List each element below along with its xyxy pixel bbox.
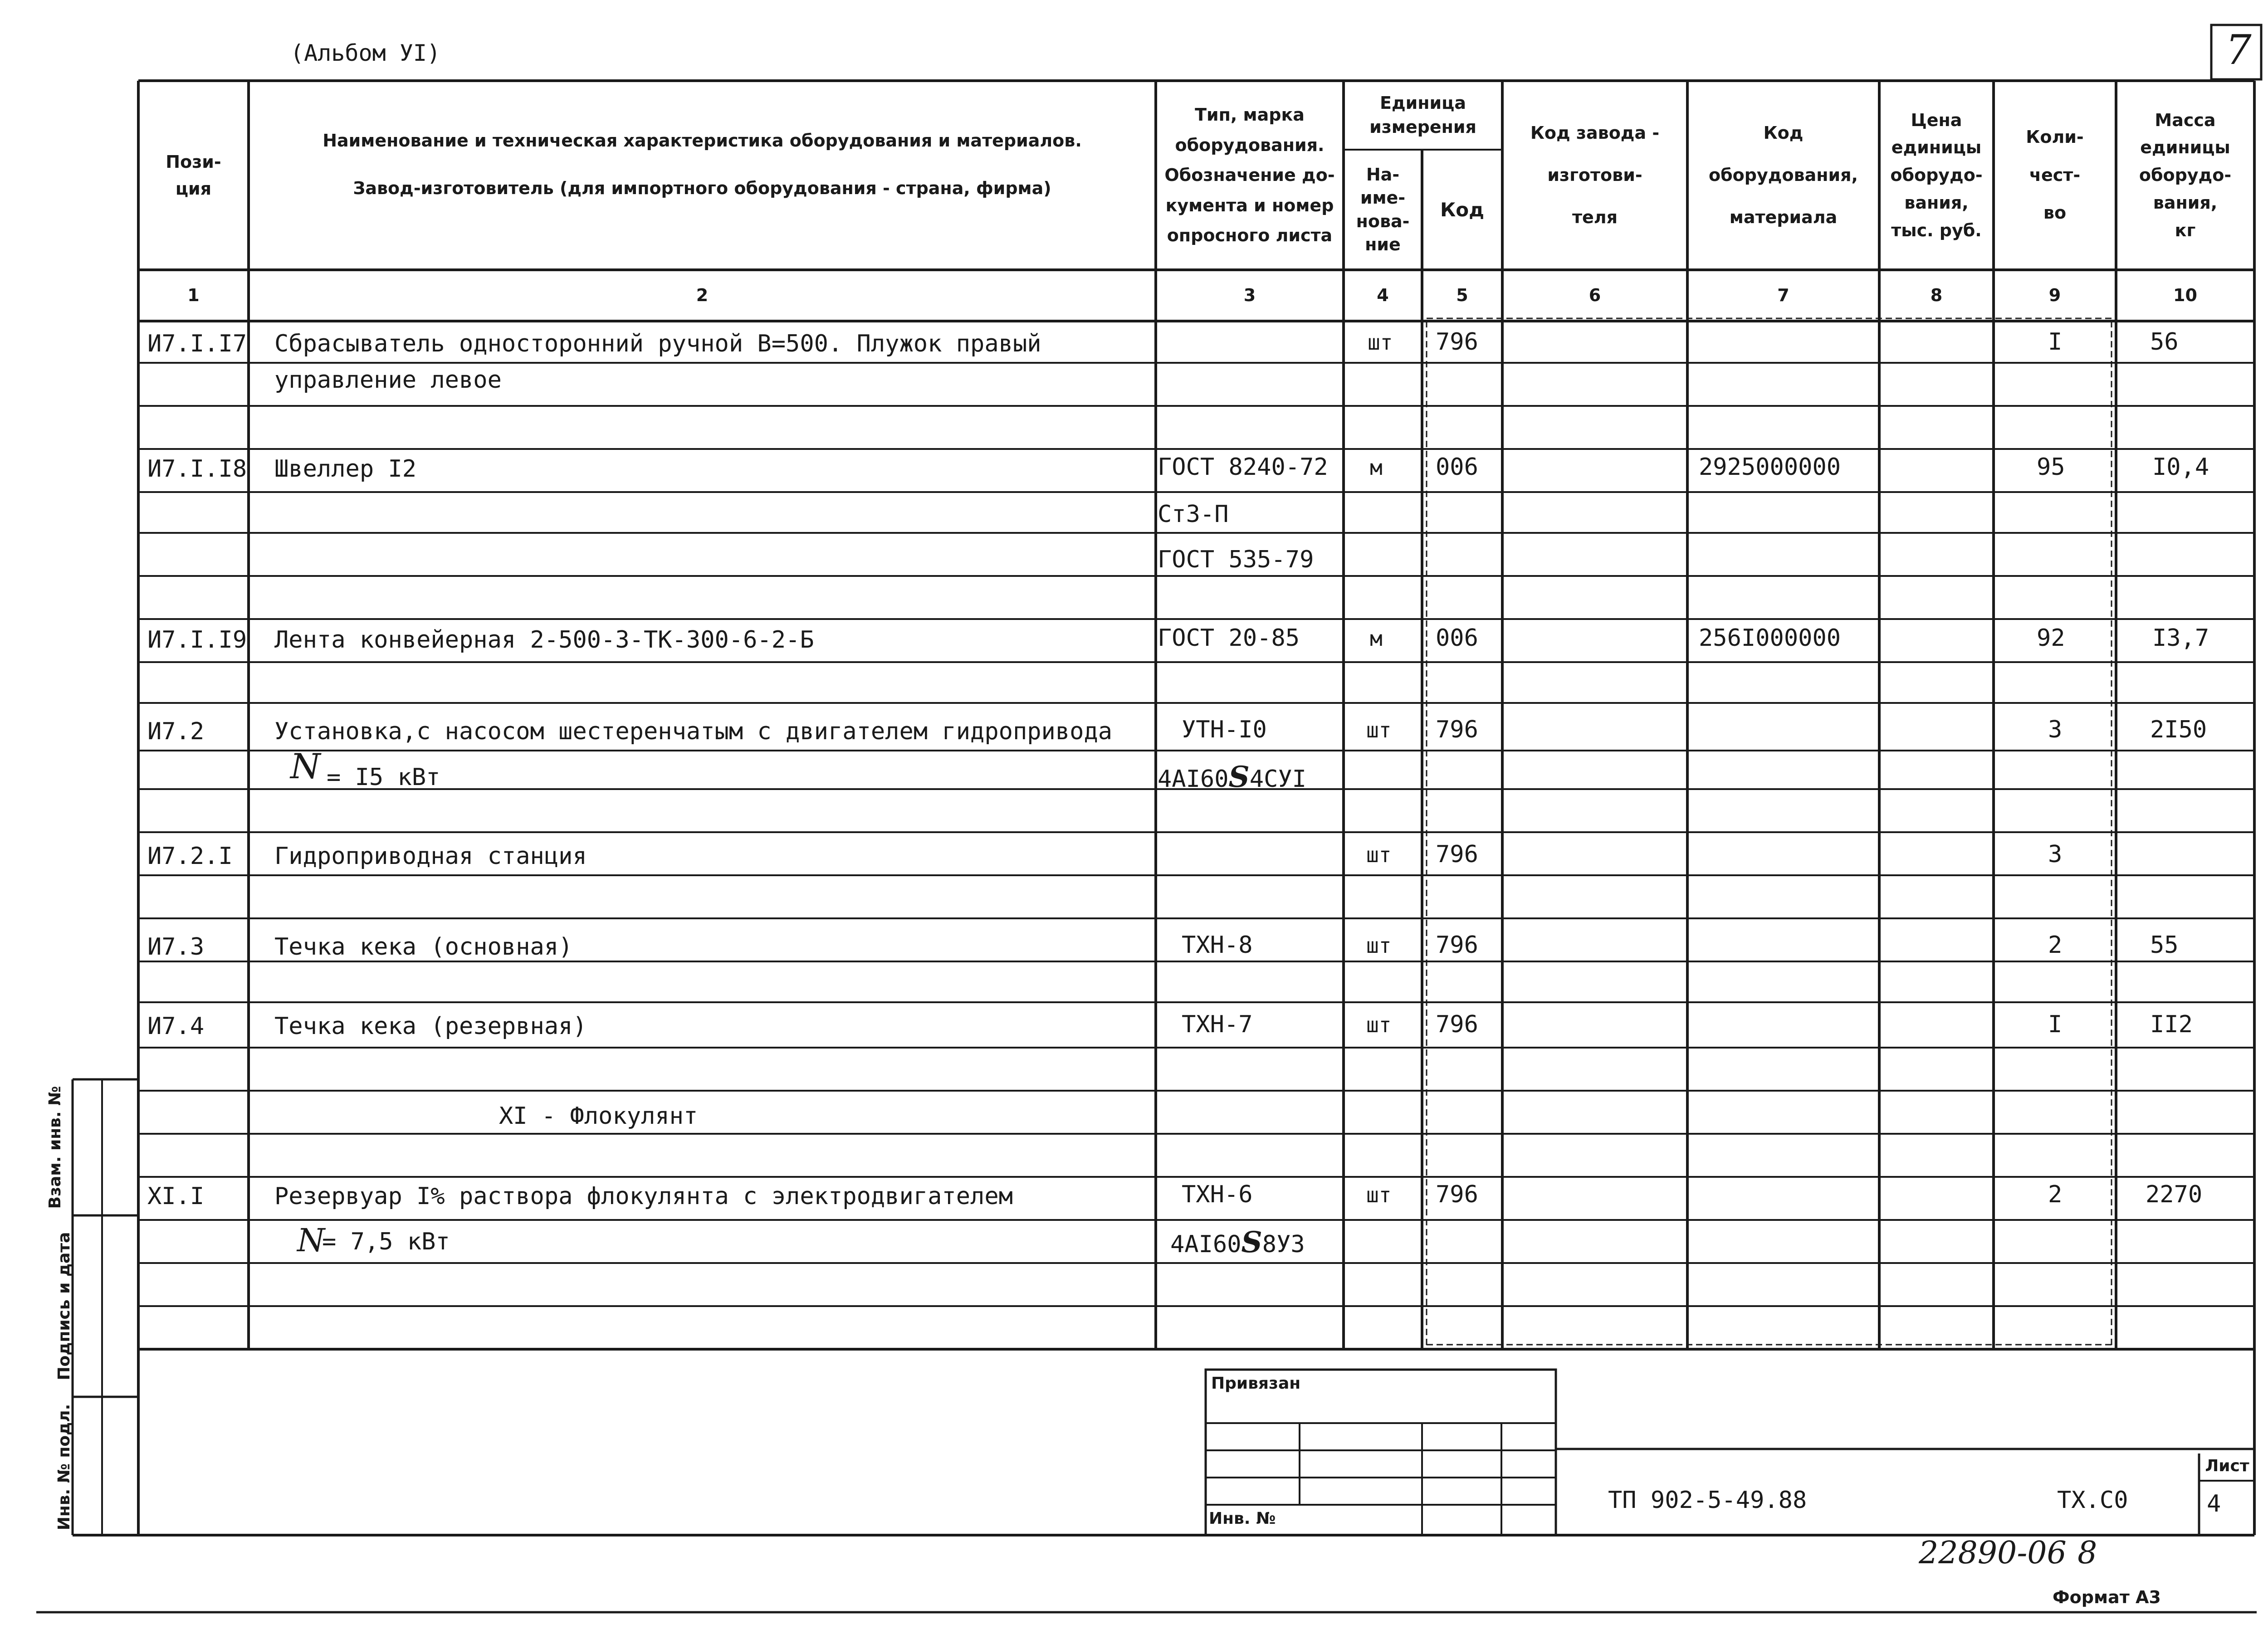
row-mass: 56 bbox=[2150, 328, 2179, 356]
row-position: XI.I bbox=[147, 1183, 205, 1210]
header-position: Пози- ция bbox=[166, 151, 221, 199]
row-mass: II2 bbox=[2150, 1011, 2193, 1038]
row-name: Гидроприводная станция bbox=[274, 843, 587, 870]
row-unit: м bbox=[1370, 455, 1383, 480]
header-factory-code: Код завода - изготови- теля bbox=[1530, 122, 1660, 228]
col-number: 4 bbox=[1377, 285, 1389, 306]
row-position: И7.I.I9 bbox=[147, 626, 247, 654]
row-type: ГОСТ 20-85 bbox=[1158, 624, 1300, 652]
privyazan-label: Привязан bbox=[1211, 1374, 1301, 1393]
row-quantity: 95 bbox=[2037, 454, 2065, 481]
header-unit-group: Единица измерения bbox=[1369, 93, 1476, 137]
power-symbol: N bbox=[290, 746, 321, 786]
side-stamp-podpis: Подпись и дата bbox=[55, 1232, 73, 1380]
row-mass: I3,7 bbox=[2152, 624, 2209, 652]
row-material-code: 256I000000 bbox=[1699, 624, 1841, 652]
row-unit-code: 796 bbox=[1436, 1181, 1478, 1208]
sheet-corner-number: 7 bbox=[2225, 26, 2252, 74]
row-position: И7.2.I bbox=[147, 843, 233, 870]
row-unit: шт bbox=[1366, 1013, 1392, 1037]
row-name: Установка,с насосом шестеренчатым с двигателем гидропривода bbox=[274, 718, 1113, 745]
row-quantity: 2 bbox=[2048, 1181, 2063, 1208]
row-mass: 55 bbox=[2150, 932, 2179, 959]
row-quantity: 3 bbox=[2048, 841, 2063, 868]
row-quantity: 3 bbox=[2048, 716, 2063, 743]
motor-code-suffix: 4СУI bbox=[1249, 766, 1306, 793]
row-mass: 2I50 bbox=[2150, 716, 2207, 743]
col-number: 2 bbox=[696, 285, 709, 306]
row-quantity: 2 bbox=[2048, 932, 2063, 959]
row-type: УТН-I0 bbox=[1182, 716, 1267, 743]
header-unit-name: На- име- нова- ние bbox=[1356, 164, 1410, 254]
row-unit: шт bbox=[1366, 933, 1392, 958]
row-unit-code: 796 bbox=[1436, 328, 1478, 356]
header-name-line1: Наименование и техническая характеристика оборудования и материалов. bbox=[323, 130, 1082, 151]
row-position: И7.3 bbox=[147, 933, 205, 961]
inv-no-label: Инв. № bbox=[1209, 1509, 1276, 1528]
col-number: 1 bbox=[187, 285, 200, 306]
motor-code-symbol: S bbox=[1241, 1225, 1262, 1259]
col-number: 5 bbox=[1456, 285, 1468, 306]
side-stamp-inv-podl: Инв. № подл. bbox=[55, 1404, 73, 1531]
row-unit-code: 006 bbox=[1436, 624, 1478, 652]
row-unit-code: 796 bbox=[1436, 841, 1478, 868]
row-unit: шт bbox=[1366, 718, 1392, 742]
side-stamp-vzam: Взам. инв. № bbox=[46, 1086, 64, 1209]
row-quantity: I bbox=[2048, 328, 2063, 356]
row-type: ГОСТ 535-79 bbox=[1158, 546, 1314, 573]
row-mass: I0,4 bbox=[2152, 454, 2209, 481]
list-label: Лист bbox=[2205, 1457, 2249, 1475]
header-price: Цена единицы оборудо- вания, тыс. руб. bbox=[1890, 110, 1983, 240]
row-unit-code: 796 bbox=[1436, 1011, 1478, 1038]
col-number: 8 bbox=[1930, 285, 1943, 306]
row-unit: шт bbox=[1366, 843, 1392, 867]
row-quantity: 92 bbox=[2037, 624, 2065, 652]
row-position: И7.2 bbox=[147, 718, 205, 745]
row-name: Сбрасыватель односторонний ручной В=500. Плужок правый bbox=[274, 330, 1041, 357]
row-quantity: I bbox=[2048, 1011, 2063, 1038]
row-unit: шт bbox=[1368, 330, 1393, 355]
header-material-code: Код оборудования, материала bbox=[1709, 122, 1858, 228]
row-position: И7.I.I7 bbox=[147, 330, 247, 357]
col-number: 6 bbox=[1589, 285, 1601, 306]
row-unit: шт bbox=[1366, 1183, 1392, 1207]
row-type: ГОСТ 8240-72 bbox=[1158, 454, 1328, 481]
document-code: ТП 902-5-49.88 bbox=[1608, 1487, 1807, 1514]
header-unit-code: Код bbox=[1440, 198, 1485, 221]
col-number: 9 bbox=[2048, 285, 2061, 306]
motor-code-prefix: 4АI60 bbox=[1158, 766, 1229, 793]
row-unit-code: 796 bbox=[1436, 716, 1478, 743]
format-label: Формат А3 bbox=[2053, 1587, 2161, 1607]
header-mass: Масса единицы оборудо- вания, кг bbox=[2139, 110, 2232, 240]
row-type: ТХН-7 bbox=[1182, 1011, 1253, 1038]
header-quantity: Коли- чест- во bbox=[2026, 127, 2084, 223]
header-name-line2: Завод-изготовитель (для импортного оборудования - страна, фирма) bbox=[353, 178, 1051, 198]
album-label: (Альбом УI) bbox=[290, 40, 441, 66]
row-name: Течка кека (резервная) bbox=[274, 1013, 587, 1040]
row-name: Течка кека (основная) bbox=[274, 933, 573, 961]
row-type bbox=[1170, 1225, 1305, 1259]
col-number: 7 bbox=[1777, 285, 1789, 306]
archive-number: 22890-06 bbox=[1919, 1535, 2067, 1571]
row-type bbox=[1158, 760, 1306, 794]
row-position: И7.I.I8 bbox=[147, 455, 247, 483]
row-name: управление левое bbox=[274, 366, 502, 394]
row-unit-code: 796 bbox=[1436, 932, 1478, 959]
col-number: 10 bbox=[2173, 285, 2197, 306]
row-material-code: 2925000000 bbox=[1699, 454, 1841, 481]
row-name: Лента конвейерная 2-500-3-ТК-300-6-2-Б bbox=[274, 626, 814, 654]
row-unit-code: 006 bbox=[1436, 454, 1478, 481]
row-type: ТХН-6 bbox=[1182, 1181, 1253, 1208]
col-number: 3 bbox=[1243, 285, 1256, 306]
motor-code-symbol: S bbox=[1228, 760, 1250, 794]
section-heading: XI - Флокулянт bbox=[499, 1102, 698, 1130]
row-name: Швеллер I2 bbox=[274, 455, 417, 483]
list-number: 4 bbox=[2207, 1490, 2221, 1517]
row-mass: 2270 bbox=[2146, 1181, 2203, 1208]
motor-code-prefix: 4АI60 bbox=[1170, 1231, 1242, 1258]
row-name: = 7,5 кВт bbox=[322, 1228, 450, 1255]
row-name: = I5 кВт bbox=[327, 764, 440, 791]
archive-page: 8 bbox=[2077, 1535, 2097, 1571]
row-name: Резервуар I% раствора флокулянта с электродвигателем bbox=[274, 1183, 1013, 1210]
row-position: И7.4 bbox=[147, 1013, 205, 1040]
header-type: Тип, марка оборудования. Обозначение до- кумента и номер опросного листа bbox=[1164, 105, 1335, 246]
motor-code-suffix: 8У3 bbox=[1262, 1231, 1305, 1258]
row-type: ТХН-8 bbox=[1182, 932, 1253, 959]
section-code: ТХ.С0 bbox=[2057, 1487, 2128, 1514]
power-symbol: N bbox=[297, 1222, 325, 1259]
row-type: Ст3-П bbox=[1158, 501, 1229, 528]
row-unit: м bbox=[1370, 626, 1383, 651]
